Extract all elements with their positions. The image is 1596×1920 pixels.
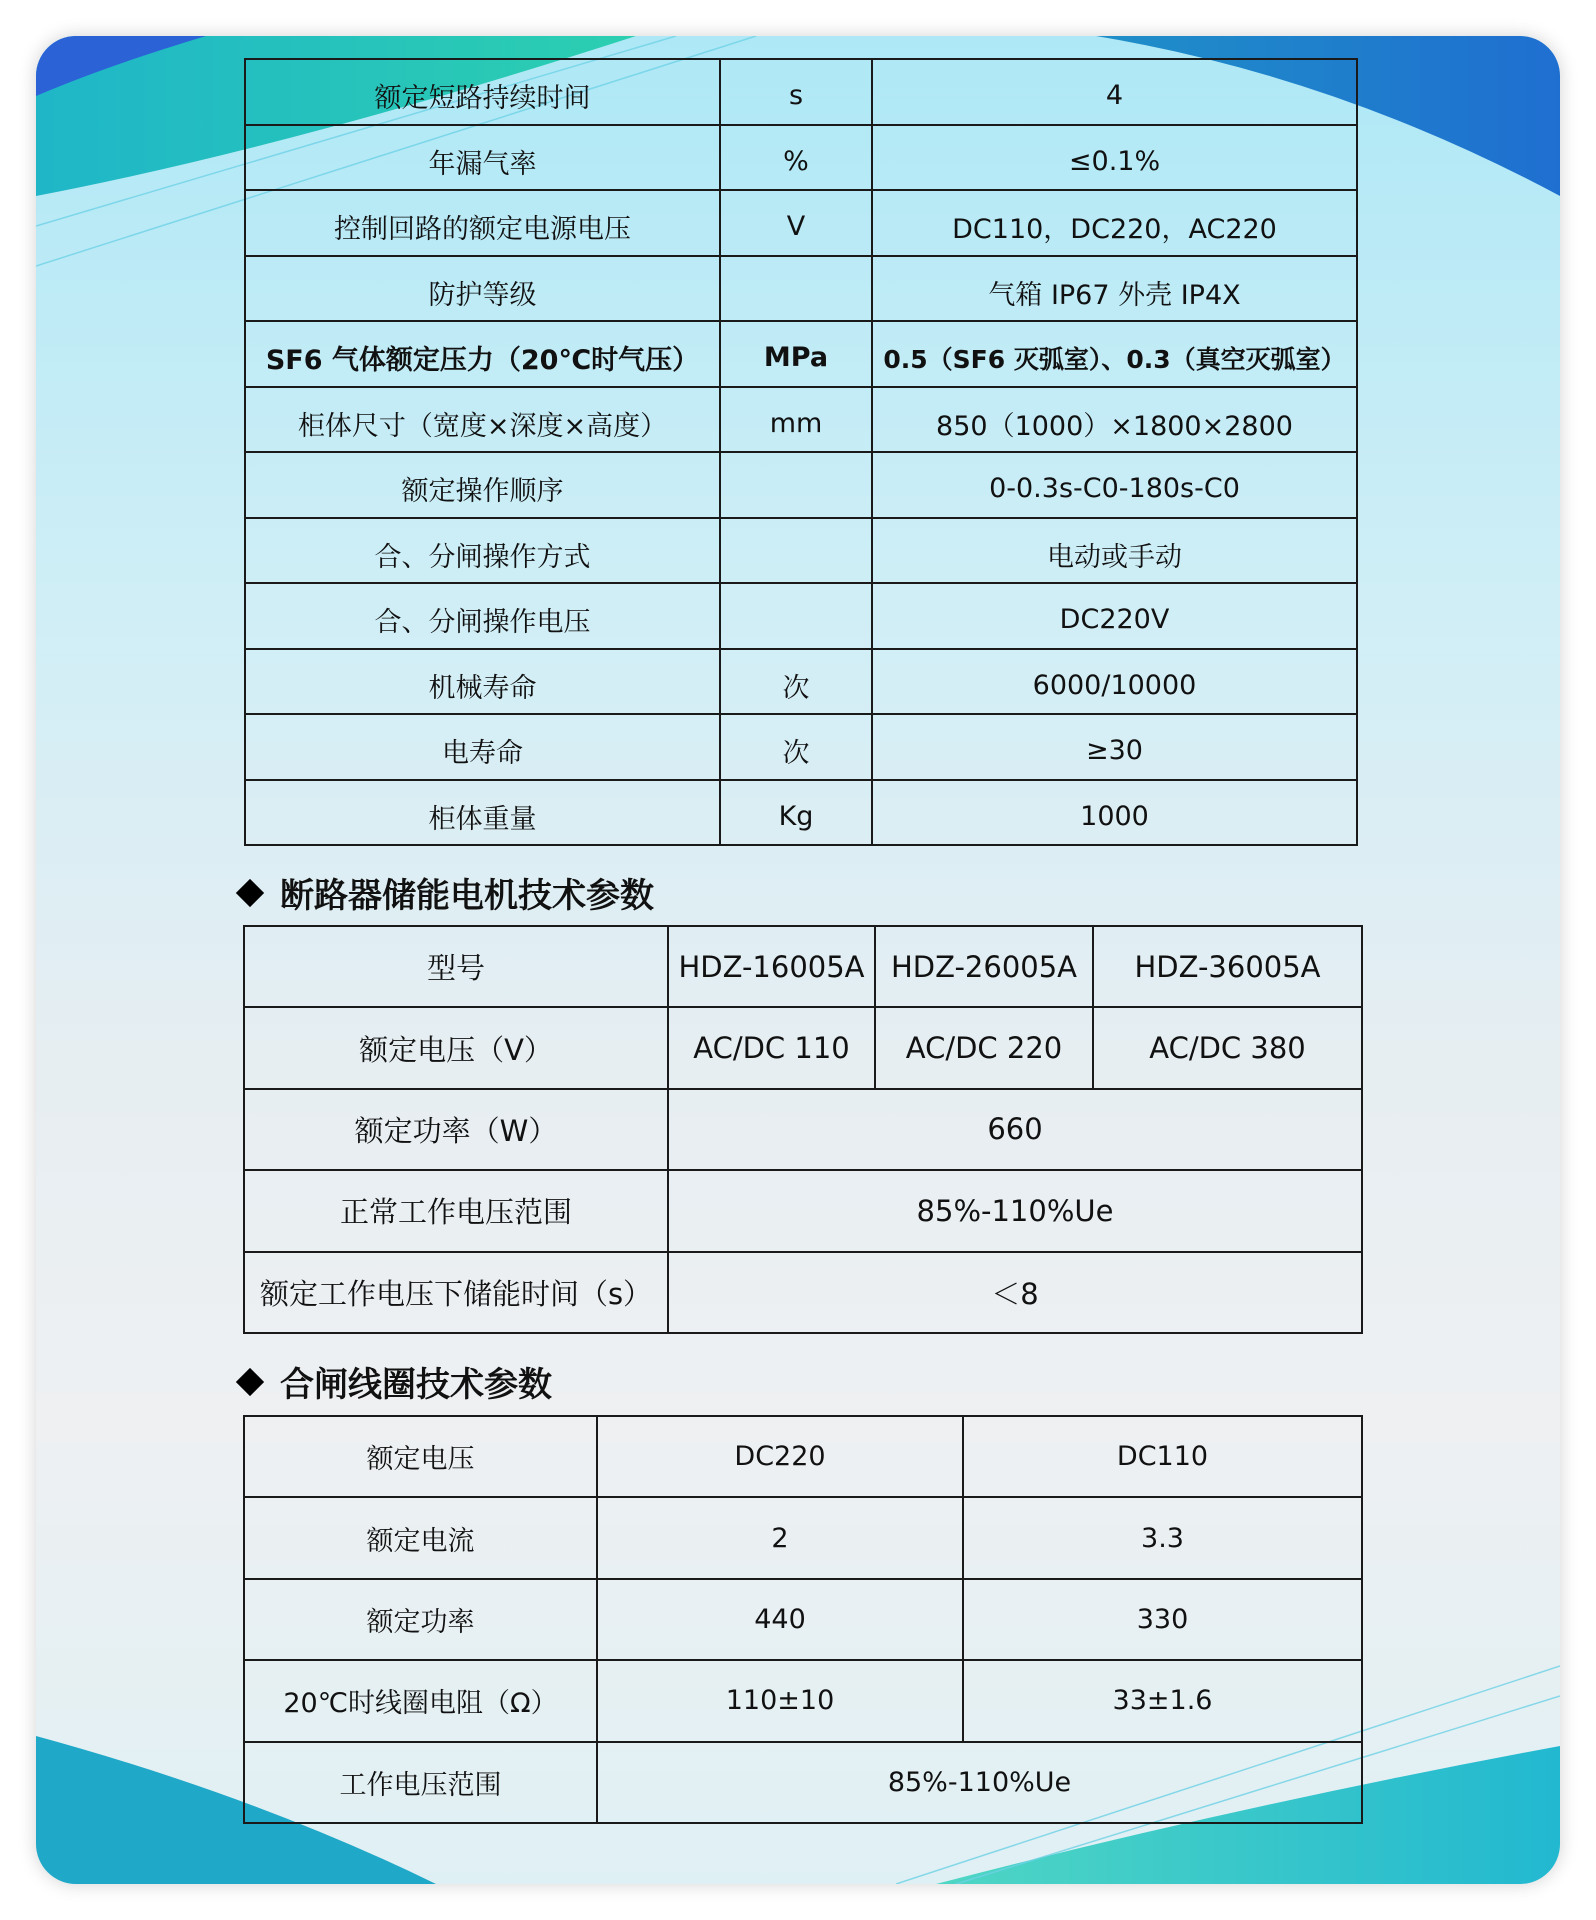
param-name: 额定工作电压下储能时间（s） (244, 1252, 668, 1333)
param-name: 柜体尺寸（宽度×深度×高度） (245, 387, 720, 453)
param-value: DC220 (597, 1416, 963, 1497)
param-unit (720, 518, 872, 584)
param-value: 电动或手动 (872, 518, 1357, 584)
param-name: 年漏气率 (245, 125, 720, 191)
param-value: 33±1.6 (963, 1660, 1362, 1741)
table-row (245, 190, 1357, 256)
table-row (244, 1660, 1362, 1741)
table-row (244, 1497, 1362, 1578)
header-cell: 型号 (244, 926, 668, 1007)
header-cell: HDZ-36005A (1093, 926, 1362, 1007)
param-name: 20℃时线圈电阻（Ω） (244, 1660, 597, 1741)
param-unit: % (720, 125, 872, 191)
param-name: 柜体重量 (245, 780, 720, 846)
param-value: DC110，DC220，AC220 (872, 190, 1357, 256)
param-name: 机械寿命 (245, 649, 720, 715)
param-value: AC/DC 220 (875, 1007, 1093, 1088)
param-name: 合、分闸操作电压 (245, 583, 720, 649)
param-value: 3.3 (963, 1497, 1362, 1578)
param-unit: 次 (720, 649, 872, 715)
param-unit (720, 256, 872, 322)
param-unit (720, 583, 872, 649)
param-value: 440 (597, 1579, 963, 1660)
header-cell: HDZ-16005A (668, 926, 875, 1007)
param-unit: MPa (720, 321, 872, 387)
param-name: 防护等级 (245, 256, 720, 322)
param-value: 0.5（SF6 灭弧室）、0.3（真空灭弧室） (872, 321, 1357, 387)
param-value: 85%-110%Ue (668, 1170, 1362, 1251)
param-name: 额定功率（W） (244, 1089, 668, 1170)
param-value: 6000/10000 (872, 649, 1357, 715)
section-title: 合闸线圈技术参数 (280, 1365, 552, 1405)
table-row (245, 583, 1357, 649)
table-row (245, 452, 1357, 518)
table-row (244, 926, 1362, 1007)
param-name: 额定短路持续时间 (245, 59, 720, 125)
param-value: ≤0.1% (872, 125, 1357, 191)
table-row (245, 714, 1357, 780)
param-value: 850（1000）×1800×2800 (872, 387, 1357, 453)
param-value: 2 (597, 1497, 963, 1578)
param-unit (720, 452, 872, 518)
table-row (245, 780, 1357, 846)
param-name: 控制回路的额定电源电压 (245, 190, 720, 256)
table-row (244, 1252, 1362, 1333)
table-row (245, 387, 1357, 453)
table-row (244, 1007, 1362, 1088)
param-value: 85%-110%Ue (597, 1742, 1362, 1823)
param-value: ≥30 (872, 714, 1357, 780)
table-row (244, 1742, 1362, 1823)
section-heading-motor (236, 868, 654, 917)
param-value: 1000 (872, 780, 1357, 846)
param-value: 660 (668, 1089, 1362, 1170)
diamond-bullet-icon (236, 1367, 264, 1395)
param-name: 工作电压范围 (244, 1742, 597, 1823)
param-unit: s (720, 59, 872, 125)
table-row (245, 256, 1357, 322)
table-row (245, 321, 1357, 387)
header-cell: HDZ-26005A (875, 926, 1093, 1007)
param-value: DC220V (872, 583, 1357, 649)
section-heading-coil (236, 1357, 552, 1406)
param-name: 合、分闸操作方式 (245, 518, 720, 584)
param-value: 气箱 IP67 外壳 IP4X (872, 256, 1357, 322)
section-title: 断路器储能电机技术参数 (280, 876, 654, 916)
param-name: SF6 气体额定压力（20℃时气压） (245, 321, 720, 387)
param-value: ＜8 (668, 1252, 1362, 1333)
param-value: 4 (872, 59, 1357, 125)
table-row (245, 125, 1357, 191)
param-unit: Kg (720, 780, 872, 846)
param-name: 额定功率 (244, 1579, 597, 1660)
param-value: 0-0.3s-C0-180s-C0 (872, 452, 1357, 518)
param-name: 电寿命 (245, 714, 720, 780)
param-name: 正常工作电压范围 (244, 1170, 668, 1251)
table-row (244, 1416, 1362, 1497)
param-value: 330 (963, 1579, 1362, 1660)
table-row (245, 59, 1357, 125)
param-value: AC/DC 380 (1093, 1007, 1362, 1088)
param-name: 额定电压（V） (244, 1007, 668, 1088)
table-row (244, 1579, 1362, 1660)
table-row (244, 1170, 1362, 1251)
table-row (245, 649, 1357, 715)
motor-spec-table (243, 925, 1363, 1334)
param-value: AC/DC 110 (668, 1007, 875, 1088)
param-unit: mm (720, 387, 872, 453)
table-row (245, 518, 1357, 584)
param-name: 额定电压 (244, 1416, 597, 1497)
param-name: 额定电流 (244, 1497, 597, 1578)
coil-spec-table (243, 1415, 1363, 1824)
param-name: 额定操作顺序 (245, 452, 720, 518)
param-value: 110±10 (597, 1660, 963, 1741)
param-value: DC110 (963, 1416, 1362, 1497)
param-unit: V (720, 190, 872, 256)
param-unit: 次 (720, 714, 872, 780)
cabinet-spec-table (244, 58, 1358, 846)
table-row (244, 1089, 1362, 1170)
diamond-bullet-icon (236, 878, 264, 906)
